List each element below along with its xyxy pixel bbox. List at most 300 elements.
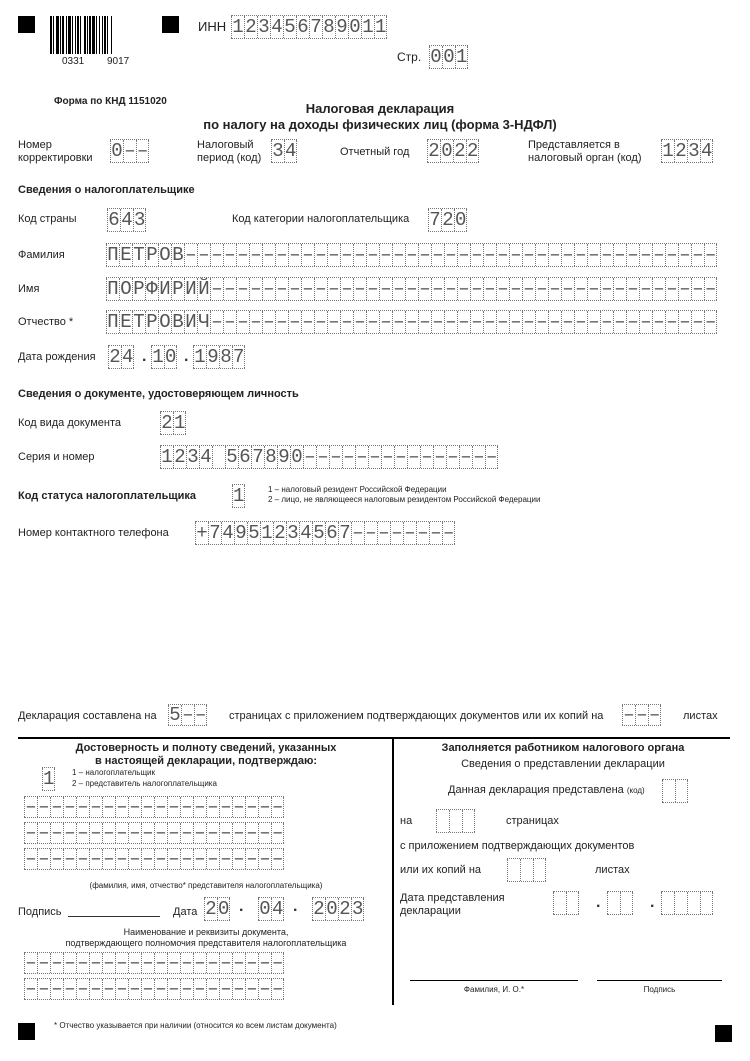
char-cell: – (194, 848, 206, 870)
char-cell: – (259, 822, 271, 844)
char-cell: – (246, 822, 258, 844)
char-cell: – (458, 278, 470, 300)
char-cell: 3 (187, 446, 199, 468)
char-cell (620, 892, 633, 914)
char-cell (661, 892, 674, 914)
status-note-1: 1 – налоговый резидент Российской Федерации (268, 485, 447, 494)
confirm-who-field[interactable] (42, 767, 55, 791)
char-cell: Р (146, 311, 158, 333)
char-cell: 5 (284, 16, 296, 38)
char-cell: – (588, 311, 600, 333)
char-cell: – (523, 311, 535, 333)
char-cell: – (77, 848, 89, 870)
char-cell: – (562, 244, 574, 266)
char-cell: – (419, 278, 431, 300)
char-cell: – (623, 704, 635, 726)
char-cell: – (168, 822, 180, 844)
char-cell: – (614, 244, 626, 266)
birth-day-field[interactable] (108, 345, 134, 369)
char-cell: 1 (152, 346, 164, 368)
char-cell: – (393, 278, 405, 300)
rep-name-row-1[interactable] (24, 796, 284, 818)
series-number-field[interactable] (160, 445, 498, 469)
char-cell: 1 (232, 16, 244, 38)
char-cell: П (107, 311, 119, 333)
auth-name-caption: Фамилия, И. О.* (463, 985, 525, 994)
char-cell: – (64, 822, 76, 844)
char-cell: – (341, 244, 353, 266)
char-cell: – (653, 278, 665, 300)
patronymic-label: Отчество * (18, 316, 74, 328)
char-cell: – (25, 796, 37, 818)
doc-type-field[interactable] (160, 411, 186, 435)
char-cell: – (259, 978, 271, 1000)
char-cell: – (705, 278, 717, 300)
char-cell: – (168, 796, 180, 818)
char-cell: – (220, 796, 232, 818)
char-cell: – (471, 244, 483, 266)
char-cell (212, 446, 225, 468)
char-cell: – (341, 278, 353, 300)
char-cell: – (640, 278, 652, 300)
char-cell: – (263, 278, 275, 300)
char-cell: 2 (339, 898, 351, 920)
char-cell: – (233, 978, 245, 1000)
char-cell: О (120, 278, 132, 300)
char-cell: – (705, 244, 717, 266)
char-cell: – (272, 848, 284, 870)
page-field[interactable] (429, 45, 468, 69)
year-field[interactable] (427, 139, 479, 163)
auth-day-field[interactable] (553, 891, 579, 915)
char-cell: – (116, 848, 128, 870)
char-cell: – (211, 244, 223, 266)
char-cell: – (38, 978, 50, 1000)
pages-count-field[interactable] (168, 704, 207, 726)
char-cell: – (666, 244, 678, 266)
char-cell: – (233, 848, 245, 870)
corner-marker-bottom-left (18, 1023, 35, 1040)
char-cell: – (272, 978, 284, 1000)
char-cell: – (549, 278, 561, 300)
auth-year-field[interactable] (661, 891, 713, 915)
char-cell: – (510, 311, 522, 333)
birth-month-field[interactable] (151, 345, 177, 369)
char-cell: – (471, 278, 483, 300)
char-cell: – (408, 446, 420, 468)
char-cell (674, 892, 687, 914)
char-cell: – (259, 952, 271, 974)
char-cell: – (246, 848, 258, 870)
char-cell: – (142, 952, 154, 974)
char-cell: – (636, 704, 648, 726)
char-cell: – (302, 244, 314, 266)
char-cell: – (369, 446, 381, 468)
char-cell: Ч (198, 311, 210, 333)
char-cell: – (90, 848, 102, 870)
char-cell: – (640, 311, 652, 333)
date-separator: . (596, 894, 601, 911)
char-cell: – (129, 952, 141, 974)
char-cell: – (155, 978, 167, 1000)
char-cell: 5 (226, 446, 238, 468)
char-cell: 7 (252, 446, 264, 468)
surname-label: Фамилия (18, 249, 65, 261)
char-cell: 0 (165, 346, 177, 368)
char-cell: – (198, 244, 210, 266)
doc-title-2: подтверждающего полномочия представителя налогоплательщика (65, 938, 347, 948)
char-cell (449, 810, 462, 832)
char-cell: – (25, 978, 37, 1000)
char-cell: – (679, 311, 691, 333)
char-cell: – (393, 311, 405, 333)
char-cell: Е (120, 244, 132, 266)
char-cell: – (38, 848, 50, 870)
char-cell: – (77, 952, 89, 974)
char-cell: – (458, 311, 470, 333)
char-cell: – (129, 848, 141, 870)
char-cell: – (181, 796, 193, 818)
char-cell: – (263, 244, 275, 266)
char-cell: – (367, 244, 379, 266)
char-cell: – (627, 278, 639, 300)
char-cell: – (250, 278, 262, 300)
char-cell (700, 892, 713, 914)
char-cell: 4 (271, 16, 283, 38)
date-separator: . (184, 348, 189, 365)
char-cell: – (181, 848, 193, 870)
surname-field[interactable] (106, 243, 717, 267)
char-cell: – (64, 796, 76, 818)
confirm-title-1: Достоверность и полноту сведений, указанных (75, 742, 337, 754)
char-cell: – (38, 796, 50, 818)
char-cell: – (367, 278, 379, 300)
char-cell: – (237, 278, 249, 300)
char-cell: – (575, 311, 587, 333)
char-cell: – (211, 311, 223, 333)
char-cell: 1 (174, 412, 186, 434)
authority-field[interactable] (661, 139, 713, 163)
char-cell: – (194, 978, 206, 1000)
char-cell: – (601, 278, 613, 300)
char-cell: – (263, 311, 275, 333)
char-cell: – (627, 311, 639, 333)
name-field[interactable] (106, 277, 717, 301)
char-cell: – (497, 311, 509, 333)
char-cell: 7 (339, 522, 351, 544)
who-note-1: 1 – налогоплательщик (72, 768, 156, 777)
auth-sign-caption: Подпись (643, 985, 676, 994)
char-cell: – (404, 522, 416, 544)
status-field[interactable] (232, 484, 245, 508)
char-cell: – (419, 311, 431, 333)
char-cell: – (116, 822, 128, 844)
char-cell: – (430, 522, 442, 544)
char-cell: Т (133, 244, 145, 266)
corner-marker-bottom-right (715, 1025, 732, 1042)
char-cell: 3 (287, 522, 299, 544)
auth-sheets-field[interactable] (507, 858, 546, 882)
char-cell (607, 892, 620, 914)
char-cell: О (159, 311, 171, 333)
char-cell: – (627, 244, 639, 266)
char-cell: – (302, 311, 314, 333)
char-cell: 2 (442, 209, 454, 231)
char-cell: 4 (200, 446, 212, 468)
char-cell: – (484, 278, 496, 300)
birth-year-field[interactable] (193, 345, 245, 369)
char-cell: – (354, 244, 366, 266)
char-cell: 0 (218, 898, 230, 920)
char-cell: 3 (258, 16, 270, 38)
doc-title-1: Наименование и реквизиты документа, (123, 927, 289, 937)
sheets-count-field[interactable] (622, 704, 661, 726)
char-cell: 8 (323, 16, 335, 38)
confirm-day-field[interactable] (204, 897, 230, 921)
status-note-2: 2 – лицо, не являющееся налоговым резидентом Российской Федерации (268, 495, 541, 504)
char-cell: 2 (428, 140, 440, 162)
char-cell: Е (120, 311, 132, 333)
char-cell: 3 (272, 140, 284, 162)
char-cell: 1 (233, 485, 245, 507)
char-cell: – (679, 244, 691, 266)
barcode-number-right: 9017 (107, 56, 130, 67)
category-field[interactable] (428, 208, 467, 232)
char-cell: – (168, 952, 180, 974)
char-cell: 2 (467, 140, 479, 162)
char-cell: – (460, 446, 472, 468)
char-cell (520, 859, 533, 881)
char-cell: – (124, 140, 136, 162)
char-cell: – (129, 796, 141, 818)
char-cell: – (315, 244, 327, 266)
char-cell: – (523, 278, 535, 300)
doc-type-label: Код вида документа (18, 417, 121, 429)
char-cell: – (330, 446, 342, 468)
char-cell: И (159, 278, 171, 300)
char-cell: – (417, 522, 429, 544)
char-cell: – (194, 952, 206, 974)
char-cell: – (328, 244, 340, 266)
char-cell: – (601, 244, 613, 266)
date-separator: . (239, 898, 244, 915)
rep-caption: (фамилия, имя, отчество* представителя налогоплательщика) (89, 881, 323, 890)
char-cell: – (103, 952, 115, 974)
char-cell: – (328, 311, 340, 333)
char-cell: – (640, 244, 652, 266)
char-cell: – (90, 978, 102, 1000)
char-cell: В (172, 244, 184, 266)
char-cell: – (246, 952, 258, 974)
char-cell: 6 (326, 522, 338, 544)
char-cell: – (224, 244, 236, 266)
char-cell: – (484, 311, 496, 333)
page-label: Стр. (397, 50, 422, 64)
confirm-month-field[interactable] (258, 897, 284, 921)
inn-field[interactable] (231, 15, 387, 39)
char-cell: – (536, 244, 548, 266)
auth-sign-line[interactable] (597, 980, 722, 981)
char-cell: – (352, 522, 364, 544)
char-cell: – (497, 244, 509, 266)
rep-name-row-2[interactable] (24, 822, 284, 844)
authority-label: Представляется в налоговый орган (код) (528, 139, 642, 164)
auth-month-field[interactable] (607, 891, 633, 915)
char-cell: – (233, 796, 245, 818)
char-cell: – (185, 244, 197, 266)
char-cell: – (653, 244, 665, 266)
char-cell: – (328, 278, 340, 300)
char-cell: 0 (111, 140, 123, 162)
char-cell: Р (133, 278, 145, 300)
char-cell: – (421, 446, 433, 468)
char-cell: – (562, 311, 574, 333)
char-cell: – (129, 978, 141, 1000)
period-field[interactable] (271, 139, 297, 163)
char-cell: – (471, 311, 483, 333)
char-cell: – (64, 952, 76, 974)
char-cell: – (458, 244, 470, 266)
char-cell: – (38, 952, 50, 974)
char-cell: – (510, 278, 522, 300)
char-cell: – (181, 978, 193, 1000)
char-cell: 9 (235, 522, 247, 544)
auth-sheets-label: листах (595, 864, 630, 876)
phone-field[interactable] (195, 521, 455, 545)
char-cell: – (103, 848, 115, 870)
char-cell: – (103, 796, 115, 818)
char-cell: 0 (326, 898, 338, 920)
char-cell: 1 (362, 16, 374, 38)
char-cell: – (276, 278, 288, 300)
char-cell: – (77, 978, 89, 1000)
char-cell: 2 (109, 346, 121, 368)
char-cell: – (354, 278, 366, 300)
corner-marker-top-center (162, 16, 179, 33)
char-cell: – (207, 952, 219, 974)
submitted-code-field[interactable] (662, 779, 688, 803)
char-cell: – (211, 278, 223, 300)
char-cell: – (207, 848, 219, 870)
char-cell: 1 (662, 140, 674, 162)
pages-text-2: страницах с приложением подтверждающих документов или их копий на (229, 710, 604, 722)
char-cell: П (107, 278, 119, 300)
char-cell: – (614, 311, 626, 333)
pages-text-1: Декларация составлена на (18, 710, 157, 722)
date-separator: . (142, 348, 147, 365)
char-cell: 2 (245, 16, 257, 38)
char-cell: – (246, 978, 258, 1000)
title-line-2: по налогу на доходы физических лиц (форма 3-НДФЛ) (203, 117, 557, 132)
char-cell: 0 (443, 46, 455, 68)
char-cell: – (207, 978, 219, 1000)
confirm-title-2: в настоящей декларации, подтверждаю: (94, 755, 318, 767)
char-cell: – (445, 278, 457, 300)
auth-date-label: Дата представления декларации (400, 892, 505, 917)
char-cell: 2 (205, 898, 217, 920)
char-cell: – (666, 278, 678, 300)
char-cell: – (237, 244, 249, 266)
char-cell: – (653, 311, 665, 333)
char-cell: – (155, 952, 167, 974)
char-cell: 1 (194, 346, 206, 368)
char-cell: 9 (207, 346, 219, 368)
correction-field[interactable] (110, 139, 149, 163)
char-cell: – (224, 311, 236, 333)
patronymic-field[interactable] (106, 310, 717, 334)
frame-divider (392, 737, 394, 1005)
char-cell: – (406, 244, 418, 266)
char-cell (507, 859, 520, 881)
char-cell: – (391, 522, 403, 544)
char-cell: 0 (455, 209, 467, 231)
char-cell: – (142, 822, 154, 844)
char-cell: – (224, 278, 236, 300)
doc-row-1[interactable] (24, 952, 284, 974)
char-cell: В (172, 311, 184, 333)
char-cell: – (378, 522, 390, 544)
char-cell: – (443, 522, 455, 544)
char-cell: – (692, 278, 704, 300)
char-cell: Р (146, 244, 158, 266)
char-cell: – (90, 796, 102, 818)
char-cell: – (393, 244, 405, 266)
signature-label: Подпись (18, 906, 62, 918)
char-cell: – (365, 522, 377, 544)
char-cell: – (272, 952, 284, 974)
char-cell: – (168, 978, 180, 1000)
char-cell: – (272, 796, 284, 818)
country-field[interactable] (107, 208, 146, 232)
char-cell: 5 (169, 704, 181, 726)
char-cell: 4 (122, 346, 134, 368)
char-cell: – (523, 244, 535, 266)
char-cell: – (64, 848, 76, 870)
name-label: Имя (18, 283, 40, 295)
doc-row-2[interactable] (24, 978, 284, 1000)
authority-subtitle: Сведения о представлении декларации (461, 758, 665, 770)
auth-name-line[interactable] (410, 980, 578, 981)
char-cell: 4 (121, 209, 133, 231)
char-cell: – (510, 244, 522, 266)
char-cell: – (64, 978, 76, 1000)
auth-pages-field[interactable] (436, 809, 475, 833)
confirm-year-field[interactable] (312, 897, 364, 921)
char-cell: – (220, 822, 232, 844)
char-cell: 2 (313, 898, 325, 920)
char-cell: – (588, 244, 600, 266)
char-cell: – (272, 822, 284, 844)
char-cell: – (182, 704, 194, 726)
char-cell: – (679, 278, 691, 300)
char-cell (675, 780, 688, 802)
char-cell: Й (198, 278, 210, 300)
char-cell: – (601, 311, 613, 333)
char-cell: – (395, 446, 407, 468)
signature-line[interactable] (68, 916, 160, 917)
char-cell: – (116, 796, 128, 818)
char-cell: – (233, 952, 245, 974)
char-cell: – (51, 848, 63, 870)
char-cell: 3 (688, 140, 700, 162)
char-cell: – (207, 796, 219, 818)
char-cell: 7 (310, 16, 322, 38)
char-cell: 9 (336, 16, 348, 38)
char-cell: – (51, 978, 63, 1000)
char-cell: – (445, 311, 457, 333)
char-cell: 1 (456, 46, 468, 68)
rep-name-row-3[interactable] (24, 848, 284, 870)
